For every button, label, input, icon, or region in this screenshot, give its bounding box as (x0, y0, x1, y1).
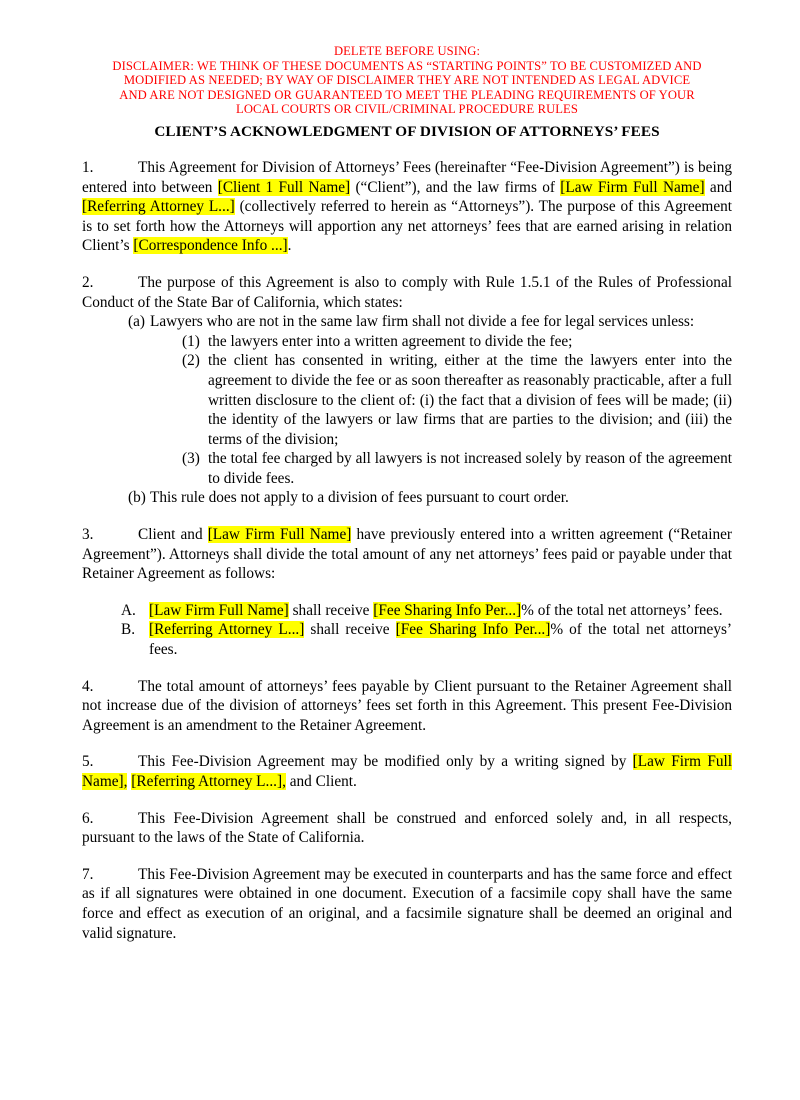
disclaimer-line-4: AND ARE NOT DESIGNED OR GUARANTEED TO MEET THE PLEADING REQUIREMENTS OF YOUR (119, 87, 695, 102)
paragraph-7 (82, 848, 732, 943)
field-law-firm[interactable]: [Law Firm Full Name] (560, 178, 705, 196)
paragraph-3-text-1: Client and (138, 526, 208, 544)
paragraph-6-number: 6. (82, 809, 94, 827)
rule-list (82, 312, 732, 508)
disclaimer-block (82, 44, 732, 117)
paragraph-1 (82, 141, 732, 256)
field-fee-sharing-b[interactable]: [Fee Sharing Info Per...] (395, 621, 551, 639)
rule-subitem-1-text: the lawyers enter into a written agreement to divide the fee; (208, 332, 573, 350)
field-fee-sharing-a[interactable]: [Fee Sharing Info Per...] (373, 601, 522, 619)
rule-subitem-2 (182, 351, 732, 449)
rule-item-b (128, 488, 732, 508)
rule-item-b-marker: (b) (128, 489, 146, 507)
paragraph-6-text: This Fee-Division Agreement shall be construed and enforced solely and, in all respects, pursuant to the laws of the State of California. (82, 809, 732, 847)
rule-item-a-text: Lawyers who are not in the same law firm shall not divide a fee for legal services unless: (150, 313, 695, 331)
fee-split-item-a-text-1: shall receive (288, 601, 374, 619)
paragraph-1-text-4: (collectively referred to herein as “Attorneys”). The purpose of this Agreement is to set forth how the Attorneys will apportion any net attorneys’ fees that are earned arising in relation Client’s (82, 198, 733, 255)
field-referring-attorney-split-b[interactable]: [Referring Attorney L...] (149, 621, 305, 639)
rule-subitem-3-marker: (3) (182, 450, 200, 468)
rule-subitem-2-text: the client has consented in writing, either at the time the lawyers enter into the agreement to divide the fee or as soon thereafter as reasonably practicable, after a full written disclosure to the client of: (i) the fact that a division of fees will be made; (ii) the identity of the lawyers or law firms that are parties to the division; and (iii) the terms of the division; (208, 352, 732, 448)
paragraph-4-text: The total amount of attorneys’ fees payable by Client pursuant to the Retainer Agreement shall not increase due of the division of attorneys’ fees set forth in this Agreement. This present Fee-Division Agreement is an amendment to the Retainer Agreement. (82, 677, 732, 734)
paragraph-5-number: 5. (82, 753, 94, 771)
paragraph-5 (82, 735, 732, 791)
paragraph-5-text-3: and Client. (285, 773, 357, 790)
field-referring-attorney[interactable]: [Referring Attorney L...] (82, 198, 235, 216)
rule-item-a (128, 312, 732, 488)
paragraph-2 (82, 256, 732, 312)
page-title: CLIENT’S ACKNOWLEDGMENT OF DIVISION OF ATTORNEYS’ FEES (154, 122, 660, 140)
paragraph-1-text-3: and (704, 178, 732, 196)
fee-split-item-b-text-1: shall receive (304, 621, 396, 639)
rule-sublist (150, 332, 732, 489)
field-referring-attorney-p5[interactable]: [Referring Attorney L...], (131, 773, 286, 790)
field-law-firm-p3[interactable]: [Law Firm Full Name] (207, 526, 352, 544)
paragraph-2-number: 2. (82, 273, 94, 291)
rule-subitem-1-marker: (1) (182, 332, 200, 350)
rule-subitem-3 (182, 449, 732, 488)
fee-split-item-a-marker: A. (121, 601, 136, 619)
fee-split-item-b-text-2: % of the total net attorneys’ fees. (149, 621, 733, 659)
paragraph-2-text: The purpose of this Agreement is also to comply with Rule 1.5.1 of the Rules of Professional Conduct of the State Bar of California, which states: (82, 273, 732, 311)
paragraph-7-number: 7. (82, 865, 94, 883)
field-correspondence-info[interactable]: [Correspondence Info ...] (133, 237, 288, 255)
fee-split-item-a (121, 601, 732, 621)
paragraph-1-number: 1. (82, 158, 94, 176)
paragraph-3 (82, 508, 732, 584)
disclaimer-line-2: DISCLAIMER: WE THINK OF THESE DOCUMENTS AS “STARTING POINTS” TO BE CUSTOMIZED AND (112, 58, 702, 73)
paragraph-1-text-5: . (287, 237, 292, 255)
field-client-name[interactable]: [Client 1 Full Name] (217, 178, 351, 196)
field-law-firm-split-a[interactable]: [Law Firm Full Name] (149, 601, 289, 619)
rule-subitem-1 (182, 332, 732, 352)
rule-subitem-2-marker: (2) (182, 352, 200, 370)
paragraph-1-text-2: (“Client”), and the law firms of (350, 178, 561, 196)
rule-subitem-3-text: the total fee charged by all lawyers is not increased solely by reason of the agreement to divide fees. (208, 450, 732, 487)
paragraph-3-number: 3. (82, 526, 94, 544)
paragraph-6 (82, 792, 732, 848)
paragraph-5-text-1: This Fee-Division Agreement may be modified only by a writing signed by (138, 753, 633, 771)
field-law-firm-p5[interactable]: [Law Firm Full Name], (82, 753, 732, 790)
paragraph-4-number: 4. (82, 677, 94, 695)
paragraph-3-text-2: have previously entered into a written agreement (“Retainer Agreement”). Attorneys shall divide the total amount of any net attorneys’ fees paid or payable under that Retainer Agreement as follows: (82, 526, 732, 583)
paragraph-7-text: This Fee-Division Agreement may be executed in counterparts and has the same force and effect as if all signatures were obtained in one document. Execution of a facsimile copy shall have the same force and effect as execution of an original, and a facsimile signature shall be deemed an original and valid signature. (82, 865, 732, 942)
fee-split-item-a-text-2: % of the total net attorneys’ fees. (521, 601, 723, 619)
rule-item-b-text: This rule does not apply to a division of fees pursuant to court order. (150, 489, 569, 507)
rule-item-a-marker: (a) (128, 313, 145, 331)
fee-split-item-b (121, 620, 732, 659)
fee-split-item-b-marker: B. (121, 621, 136, 639)
disclaimer-line-3: MODIFIED AS NEEDED; BY WAY OF DISCLAIMER THEY ARE NOT INTENDED AS LEGAL ADVICE (123, 73, 691, 88)
paragraph-1-text-1: This Agreement for Division of Attorneys’ Fees (hereinafter “Fee-Division Agreement”) is being entered into between (82, 158, 732, 196)
fee-split-list (82, 601, 732, 660)
disclaimer-line-5: LOCAL COURTS OR CIVIL/CRIMINAL PROCEDURE RULES (236, 102, 578, 117)
disclaimer-line-1: DELETE BEFORE USING: (333, 44, 481, 58)
paragraph-4 (82, 660, 732, 736)
